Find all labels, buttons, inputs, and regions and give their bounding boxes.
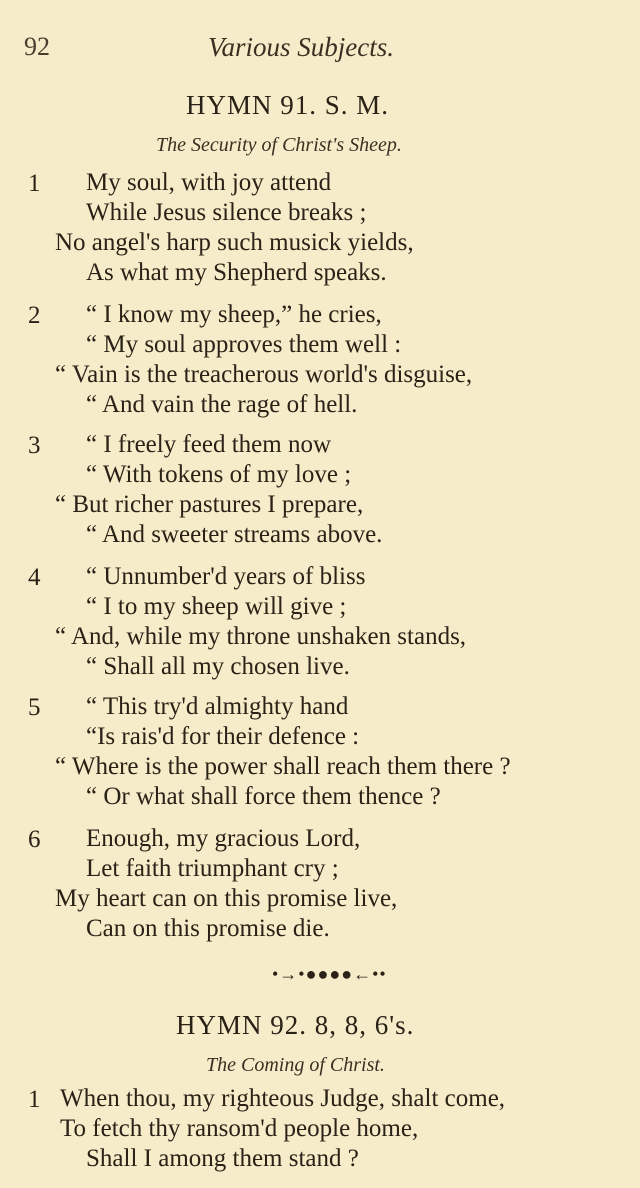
- verse-line: “ Unnumber'd years of bliss: [86, 563, 366, 590]
- verse-line: “Is rais'd for their defence :: [86, 723, 360, 750]
- verse-line: “ My soul approves them well :: [86, 331, 402, 358]
- verse-line: “ Or what shall force them thence ?: [86, 783, 441, 810]
- verse-line: My heart can on this promise live,: [55, 885, 398, 912]
- verse-line: “ But richer pastures I prepare,: [55, 491, 364, 518]
- verse-line: No angel's harp such musick yields,: [55, 229, 414, 256]
- section-divider-ornament: •→•●●●●←••: [272, 964, 387, 984]
- hymn-91-heading: HYMN 91. S. M.: [186, 90, 390, 120]
- verse-line: “ Shall all my chosen live.: [86, 653, 350, 680]
- hymn-92-subtitle: The Coming of Christ.: [206, 1054, 385, 1076]
- verse-line: Can on this promise die.: [86, 915, 330, 942]
- page-number: 92: [24, 32, 50, 61]
- verse-number: 3: [28, 432, 41, 459]
- verse-number: 4: [28, 564, 41, 591]
- verse-line: While Jesus silence breaks ;: [86, 199, 367, 226]
- verse-line: “ And, while my throne unshaken stands,: [55, 623, 467, 650]
- hymn-92-heading: HYMN 92. 8, 8, 6's.: [176, 1010, 415, 1040]
- verse-line: “ With tokens of my love ;: [86, 461, 352, 488]
- verse-line: “ I know my sheep,” he cries,: [86, 301, 382, 328]
- running-title: Various Subjects.: [208, 32, 394, 62]
- verse-line: Enough, my gracious Lord,: [86, 825, 361, 852]
- verse-line: As what my Shepherd speaks.: [86, 259, 387, 286]
- verse-line: “ This try'd almighty hand: [86, 693, 349, 720]
- hymn-91-subtitle: The Security of Christ's Sheep.: [156, 134, 402, 156]
- verse-number: 6: [28, 826, 41, 853]
- verse-number: 1: [28, 170, 41, 197]
- verse-line: “ Vain is the treacherous world's disguise,: [55, 361, 473, 388]
- verse-line: My soul, with joy attend: [86, 169, 332, 196]
- verse-line: “ And sweeter streams above.: [86, 521, 383, 548]
- verse-line: “ And vain the rage of hell.: [86, 391, 358, 418]
- verse-line: To fetch thy ransom'd people home,: [60, 1115, 419, 1142]
- verse-line: “ I to my sheep will give ;: [86, 593, 347, 620]
- verse-number: 5: [28, 694, 41, 721]
- verse-line: When thou, my righteous Judge, shalt come,: [60, 1085, 506, 1112]
- verse-line: Let faith triumphant cry ;: [86, 855, 339, 882]
- verse-line: Shall I among them stand ?: [86, 1145, 359, 1172]
- verse-number: 1: [28, 1086, 41, 1113]
- verse-line: “ Where is the power shall reach them there ?: [55, 753, 511, 780]
- verse-number: 2: [28, 302, 41, 329]
- verse-line: “ I freely feed them now: [86, 431, 332, 458]
